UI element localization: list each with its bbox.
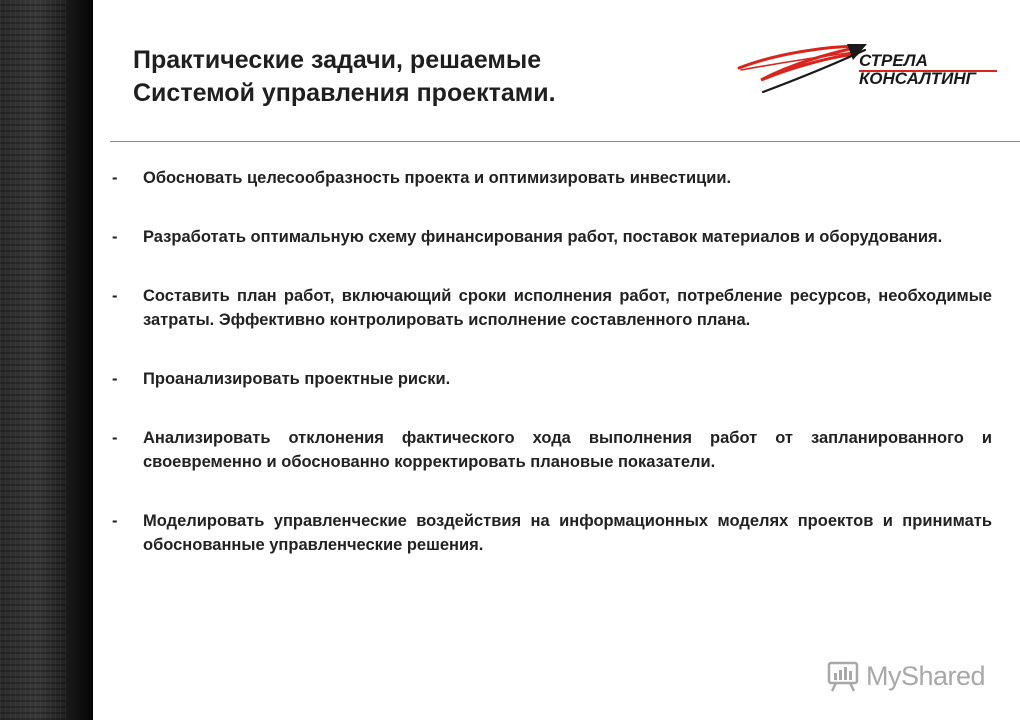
bullet-marker: - bbox=[112, 429, 118, 447]
list-item bbox=[112, 225, 992, 249]
logo-line-1: СТРЕЛА bbox=[859, 51, 928, 70]
sidebar-shadow-edge bbox=[66, 0, 93, 720]
list-item bbox=[112, 284, 992, 332]
slide-title-line-1: Практические задачи, решаемые bbox=[133, 46, 542, 74]
tasks-list bbox=[112, 166, 992, 557]
list-item bbox=[112, 166, 992, 190]
title-divider bbox=[110, 141, 1020, 142]
presentation-board-icon bbox=[826, 659, 860, 693]
slide-title bbox=[133, 44, 693, 110]
list-item-text: Анализировать отклонения фактического хода выполнения работ от запланированного и своевременно и обоснованно корректировать плановые показатели. bbox=[143, 429, 992, 471]
logo-graphic bbox=[735, 40, 1005, 100]
list-item bbox=[112, 367, 992, 391]
list-item-text: Проанализировать проектные риски. bbox=[143, 370, 451, 388]
list-item-text: Моделировать управленческие воздействия на информационных моделях проектов и принимать обоснованные управленческие решения. bbox=[143, 512, 992, 554]
strela-consulting-logo bbox=[735, 40, 1005, 100]
bullet-marker: - bbox=[112, 370, 118, 388]
myshared-watermark bbox=[826, 656, 985, 696]
bullet-marker: - bbox=[112, 228, 118, 246]
list-item-text: Составить план работ, включающий сроки исполнения работ, потребление ресурсов, необходимые затраты. Эффективно контролировать исполнение составленного плана. bbox=[143, 287, 992, 329]
bullet-marker: - bbox=[112, 169, 118, 187]
list-item bbox=[112, 509, 992, 557]
list-item bbox=[112, 426, 992, 474]
list-item-text: Обосновать целесообразность проекта и оптимизировать инвестиции. bbox=[143, 169, 732, 187]
bullet-marker: - bbox=[112, 287, 118, 305]
watermark-text: MyShared bbox=[866, 660, 986, 691]
logo-line-2: КОНСАЛТИНГ bbox=[859, 69, 977, 88]
bullet-marker: - bbox=[112, 512, 118, 530]
list-item-text: Разработать оптимальную схему финансирования работ, поставок материалов и оборудования. bbox=[143, 228, 943, 246]
slide-title-line-2: Системой управления проектами. bbox=[133, 79, 556, 107]
decorative-sidebar bbox=[0, 0, 93, 720]
